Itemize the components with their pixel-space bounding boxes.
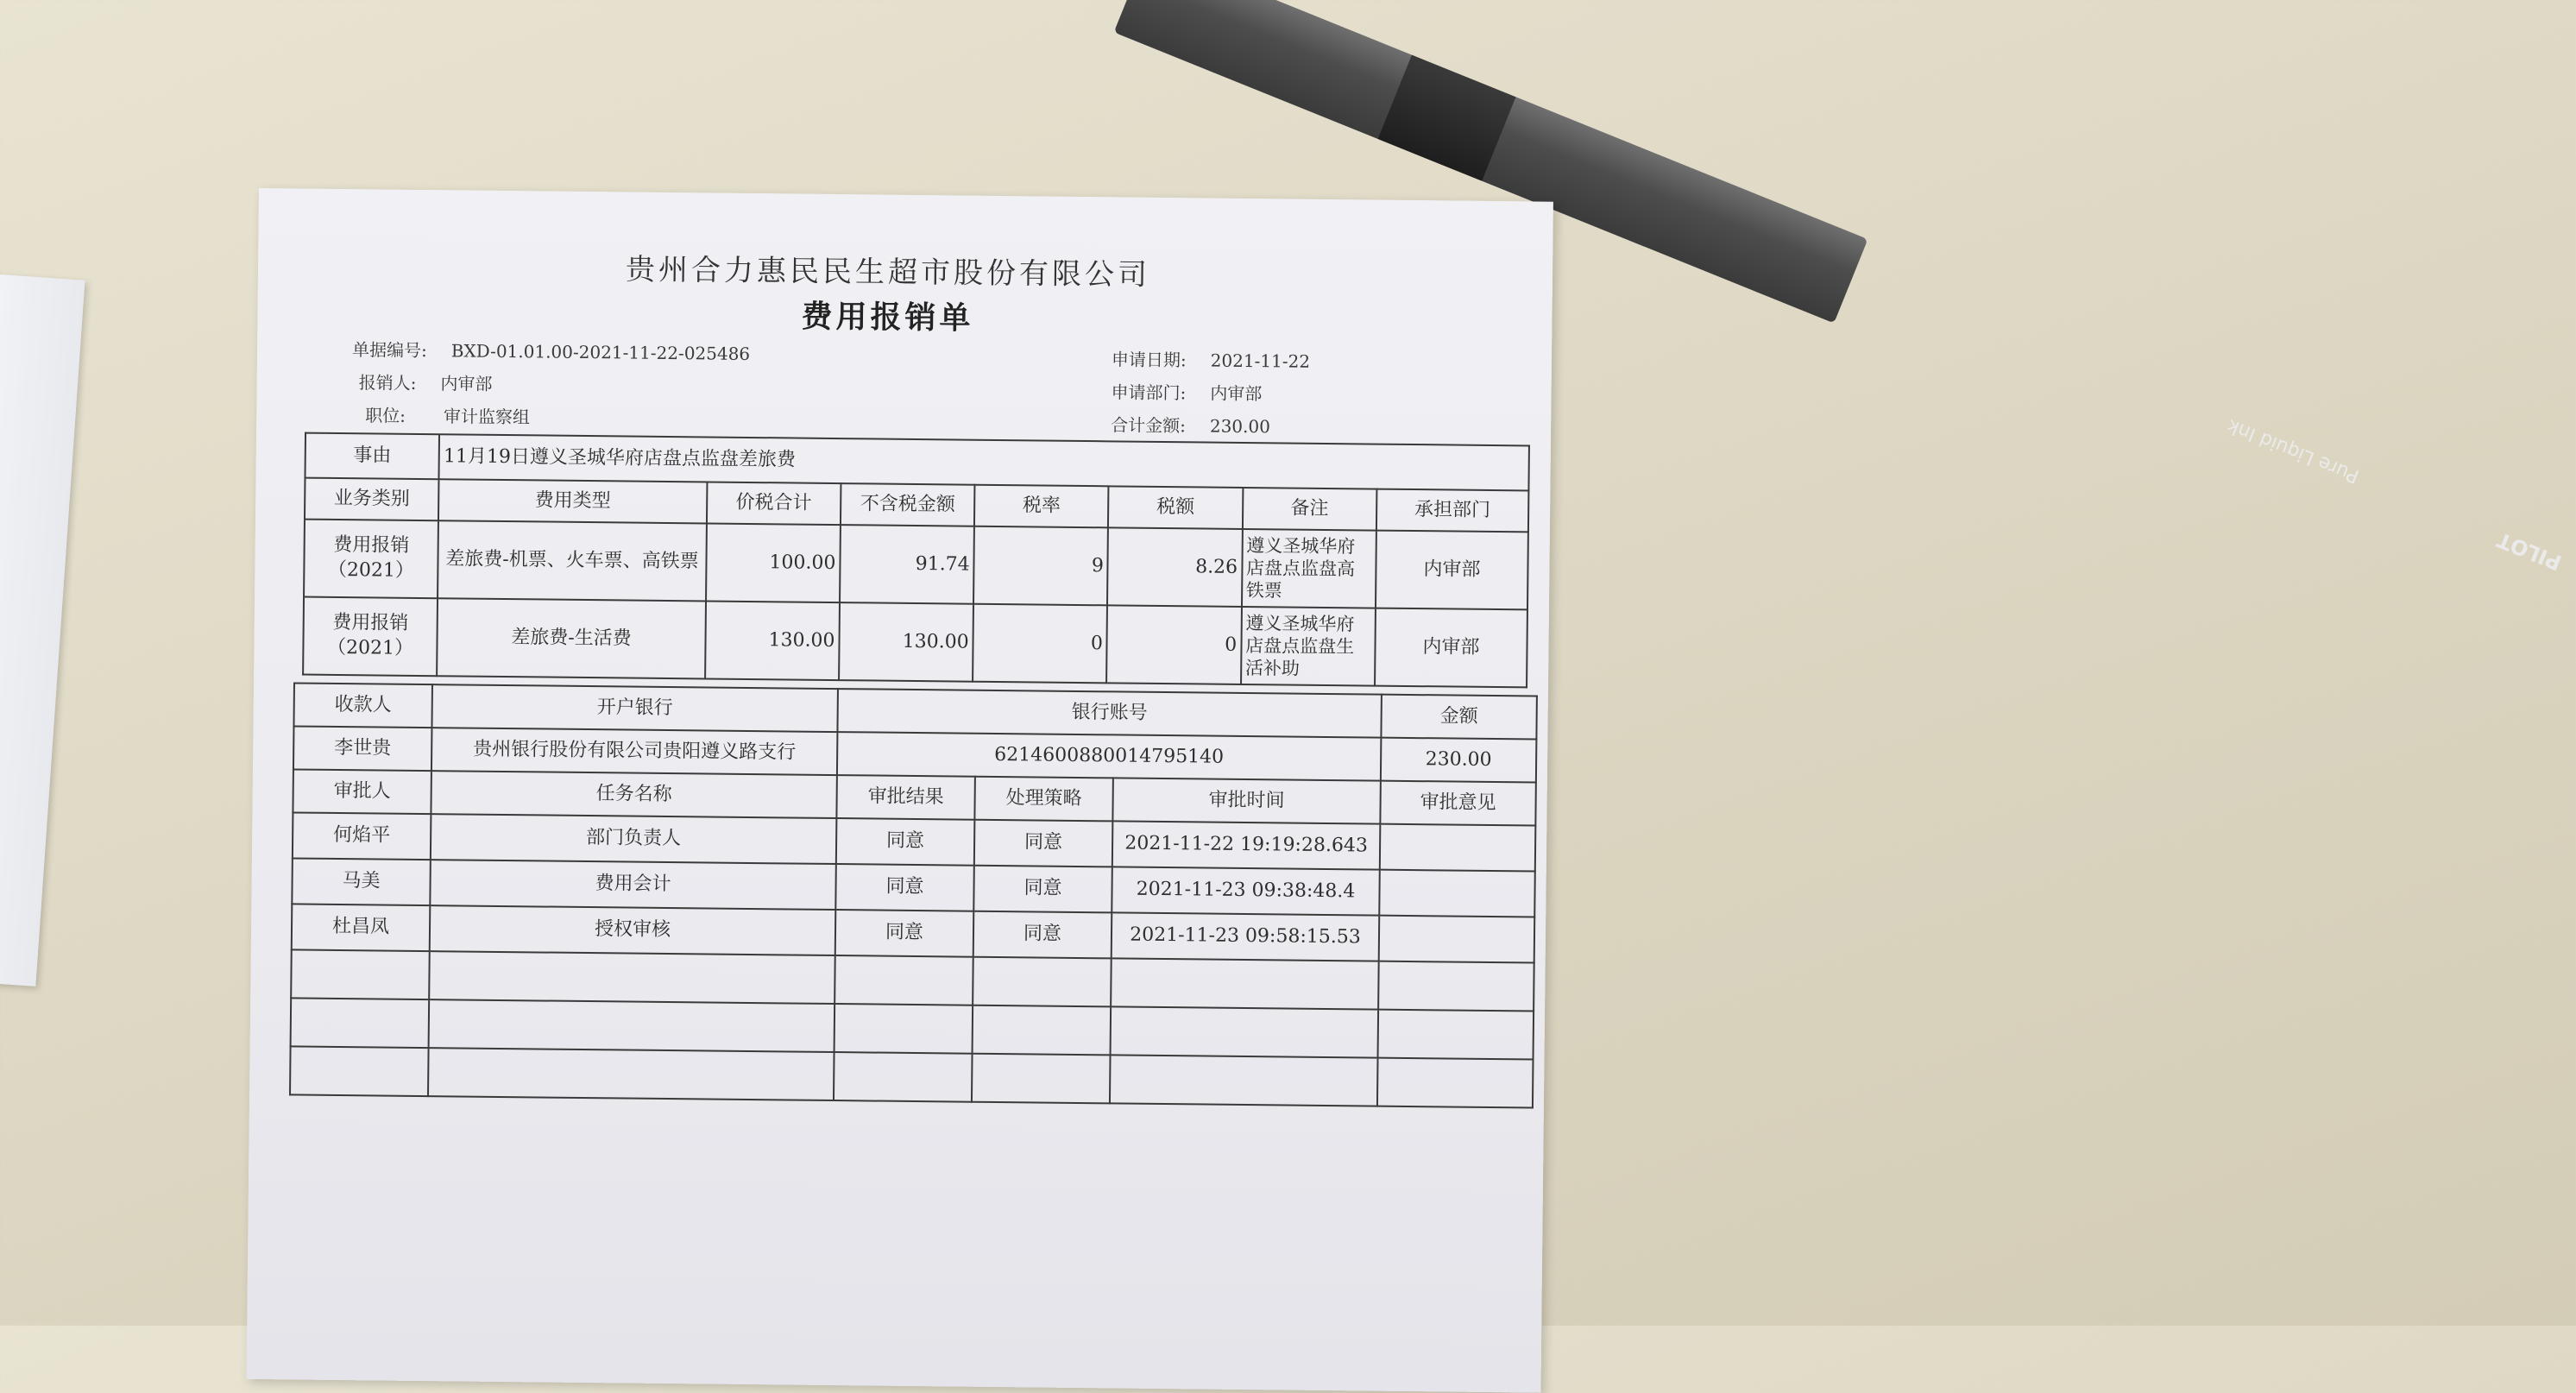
meta-position — [365, 401, 530, 428]
meta-apply-dept-label: 申请部门: — [1111, 381, 1187, 404]
header-tax-amount: 税额 — [1108, 486, 1243, 529]
payee-name: 李世贵 — [293, 726, 432, 771]
header-remark: 备注 — [1243, 488, 1377, 531]
opinion-cell — [1379, 870, 1535, 917]
meta-claimant-label: 报销人: — [358, 372, 417, 394]
total-with-tax-cell: 130.00 — [705, 601, 840, 680]
header-bank: 开户银行 — [431, 684, 837, 732]
meta-apply-dept-value: 内审部 — [1210, 382, 1263, 405]
time-cell: 2021-11-23 09:38:48.4 — [1112, 867, 1380, 915]
payee-amount: 230.00 — [1381, 738, 1537, 783]
reason-label: 事由 — [305, 433, 439, 480]
meta-claimant — [359, 369, 493, 395]
empty-cell — [1111, 1006, 1379, 1057]
dept-cell: 内审部 — [1376, 531, 1528, 610]
pen-brand-text: PILOT — [2493, 527, 2566, 576]
reason-value: 11月19日遵义圣城华府店盘点监盘差旅费 — [439, 434, 1529, 490]
expense-table — [302, 432, 1530, 689]
header-tax-rate: 税率 — [974, 485, 1109, 528]
payee-bank: 贵州银行股份有限公司贵阳遵义路支行 — [431, 728, 837, 775]
meta-claimant-value: 内审部 — [440, 373, 493, 394]
tax-amount-cell: 0 — [1106, 605, 1241, 684]
empty-cell — [973, 957, 1112, 1007]
result-cell: 同意 — [836, 818, 975, 866]
empty-cell — [835, 955, 973, 1005]
header-opinion: 审批意见 — [1380, 781, 1536, 826]
header-total-with-tax: 价税合计 — [707, 482, 841, 525]
opinion-cell — [1379, 916, 1535, 963]
meta-apply-date-value: 2021-11-22 — [1210, 350, 1311, 372]
expense-type-cell: 差旅费-生活费 — [437, 598, 705, 678]
pen-model-text: Pure Liquid Ink — [2224, 414, 2363, 488]
expense-type-cell: 差旅费-机票、火车票、高铁票 — [438, 520, 706, 601]
header-approver: 审批人 — [293, 769, 431, 814]
header-payee: 收款人 — [293, 683, 432, 728]
empty-cell — [429, 999, 835, 1052]
approver-cell: 何焰平 — [293, 812, 431, 860]
meta-total-label: 合计金额: — [1111, 414, 1187, 437]
tax-rate-cell: 0 — [973, 604, 1107, 684]
meta-doc-no — [352, 336, 750, 365]
expense-row — [304, 520, 1528, 610]
empty-cell — [1377, 1058, 1534, 1108]
amount-ex-tax-cell: 130.00 — [839, 602, 973, 682]
header-amount: 金额 — [1381, 695, 1537, 740]
expense-row — [303, 597, 1527, 688]
amount-ex-tax-cell: 91.74 — [840, 525, 974, 604]
payee-approval-table — [289, 682, 1538, 1108]
company-name: 贵州合力惠民民生超市股份有限公司 — [625, 252, 1151, 293]
business-type-cell: 费用报销（2021） — [303, 597, 438, 677]
meta-position-value: 审计监察组 — [443, 406, 531, 428]
empty-cell — [1110, 1055, 1378, 1106]
meta-doc-no-label: 单据编号: — [351, 339, 427, 362]
meta-apply-dept — [1111, 378, 1262, 405]
empty-cell — [1378, 961, 1534, 1012]
header-strategy: 处理策略 — [974, 777, 1113, 822]
remark-cell: 遵义圣城华府店盘点监盘生活补助 — [1241, 607, 1376, 686]
empty-cell — [835, 1004, 973, 1054]
task-cell: 费用会计 — [430, 860, 836, 910]
empty-cell — [291, 998, 430, 1048]
header-account: 银行账号 — [837, 689, 1381, 738]
background-paper — [0, 274, 85, 986]
remark-cell: 遵义圣城华府店盘点监盘高铁票 — [1242, 529, 1376, 608]
empty-cell — [290, 1046, 429, 1096]
header-time: 审批时间 — [1112, 778, 1381, 823]
result-cell: 同意 — [835, 864, 974, 911]
meta-doc-no-value: BXD-01.01.00-2021-11-22-025486 — [450, 340, 751, 364]
approver-cell: 马美 — [292, 858, 431, 905]
opinion-cell — [1380, 824, 1536, 872]
strategy-cell: 同意 — [974, 820, 1113, 867]
approver-cell: 杜昌凤 — [292, 904, 431, 951]
expense-reimbursement-form — [247, 188, 1553, 1393]
payee-account: 6214600880014795140 — [837, 732, 1381, 781]
task-cell: 部门负责人 — [431, 814, 837, 864]
empty-cell — [429, 951, 835, 1004]
empty-cell — [972, 1054, 1111, 1104]
business-type-cell: 费用报销（2021） — [304, 520, 438, 599]
tax-amount-cell: 8.26 — [1107, 527, 1242, 607]
strategy-cell: 同意 — [973, 866, 1112, 913]
header-expense-type: 费用类型 — [438, 479, 707, 523]
meta-apply-date — [1112, 345, 1310, 372]
tax-rate-cell: 9 — [973, 526, 1108, 606]
result-cell: 同意 — [835, 910, 974, 957]
empty-cell — [834, 1052, 973, 1102]
empty-cell — [428, 1048, 835, 1100]
meta-apply-date-label: 申请日期: — [1111, 349, 1187, 371]
empty-cell — [1378, 1010, 1534, 1060]
total-with-tax-cell: 100.00 — [706, 523, 841, 602]
meta-position-label: 职位: — [365, 405, 406, 426]
header-amount-ex-tax: 不含税金额 — [841, 483, 975, 526]
header-business-type: 业务类别 — [305, 478, 439, 521]
time-cell: 2021-11-23 09:58:15.53 — [1112, 912, 1380, 961]
empty-cell — [973, 1005, 1112, 1056]
form-title: 费用报销单 — [801, 298, 974, 337]
header-dept: 承担部门 — [1376, 489, 1529, 533]
header-result: 审批结果 — [836, 775, 975, 820]
meta-total-value: 230.00 — [1209, 415, 1271, 438]
time-cell: 2021-11-22 19:19:28.643 — [1112, 821, 1381, 869]
task-cell: 授权审核 — [430, 905, 836, 955]
meta-total — [1111, 411, 1270, 438]
empty-cell — [1111, 958, 1379, 1009]
dept-cell: 内审部 — [1375, 608, 1527, 688]
empty-cell — [291, 949, 430, 999]
header-task: 任务名称 — [431, 771, 836, 818]
strategy-cell: 同意 — [973, 911, 1112, 959]
